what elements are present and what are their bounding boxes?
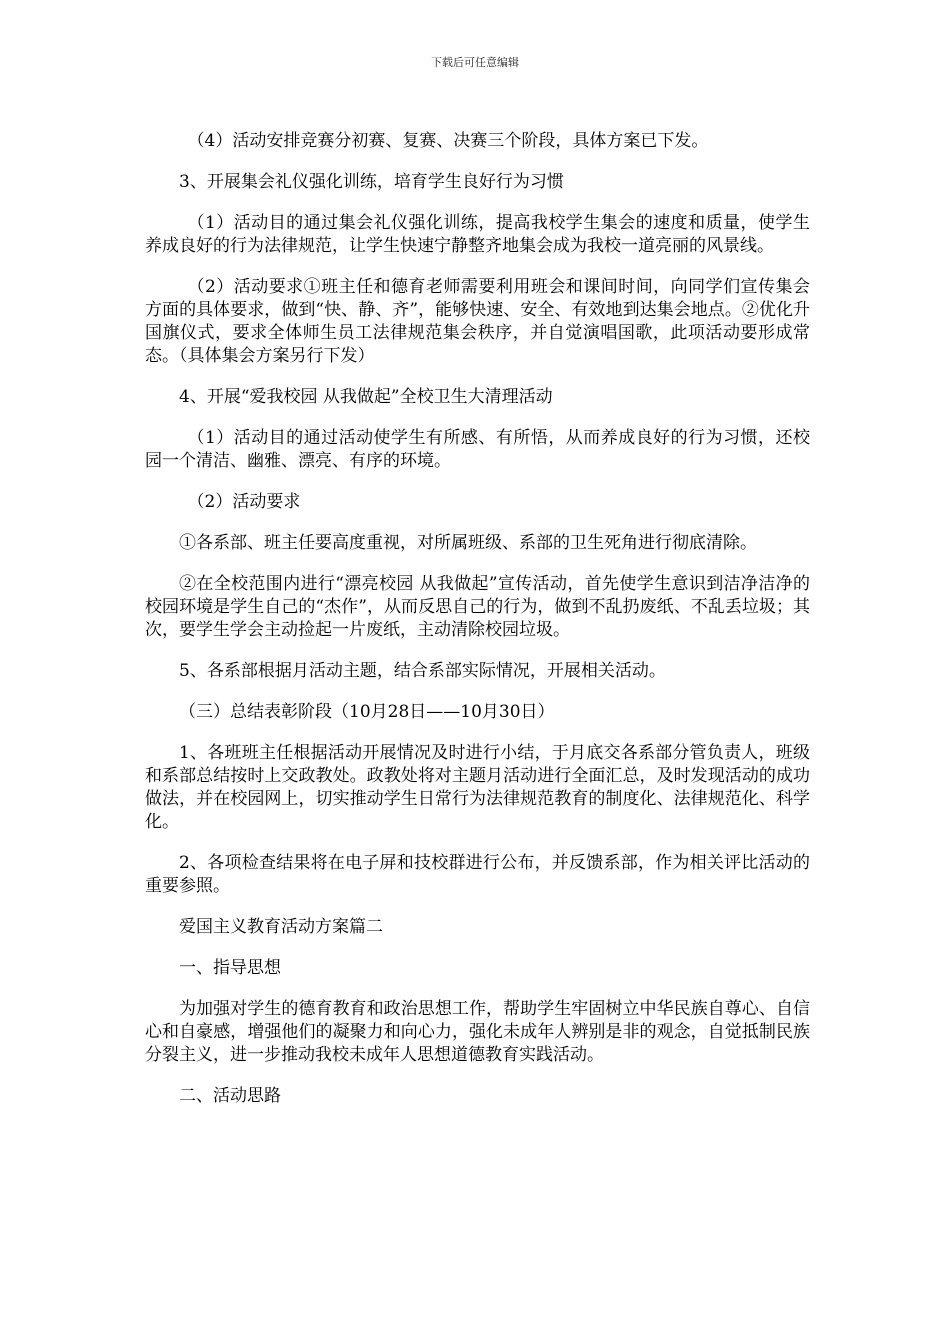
paragraph-cleanup-requirements-title: （2）活动要求 [187, 492, 301, 512]
heading-summary-stage: （三）总结表彰阶段（10月28日——10月30日） [179, 702, 555, 722]
paragraph-cleanup-requirement-1: ①各系部、班主任要高度重视，对所属班级、系部的卫生死角进行彻底清除。 [179, 533, 757, 553]
paragraph-assembly-purpose: （1）活动目的通过集会礼仪强化训练，提高我校学生集会的速度和质量，使学生养成良好的行为法律规范，让学生快速宁静整齐地集会成为我校一道亮丽的风景线。 [145, 213, 810, 256]
heading-campus-cleanup: 4、开展“爱我校园 从我做起”全校卫生大清理活动 [179, 387, 553, 407]
paragraph-summary-2: 2、各项检查结果将在电子屏和技校群进行公布，并反馈系部，作为相关评比活动的重要参照。 [145, 853, 810, 896]
paragraph-summary-1: 1、各班班主任根据活动开展情况及时进行小结，于月底交各系部分管负责人，班级和系部总结按时上交政教处。政教处将对主题月活动进行全面汇总，及时发现活动的成功做法，并在校园网上，切实推动学生日常行为法律规范教育的制度化、法律规范化、科学化。 [145, 743, 810, 832]
heading-assembly-etiquette: 3、开展集会礼仪强化训练，培育学生良好行为习惯 [179, 172, 564, 192]
document-body [145, 130, 810, 1126]
page-header-note: 下载后可任意编辑 [431, 56, 519, 69]
heading-guiding-ideology: 一、指导思想 [179, 958, 281, 978]
paragraph-assembly-requirements: （2）活动要求①班主任和德育老师需要利用班会和课间时间，向同学们宣传集会方面的具体要求，做到“快、静、齐”，能够快速、安全、有效地到达集会地点。②优化升国旗仪式，要求全体师生员工法律规范集会秩序，并自觉演唱国歌，此项活动要形成常态。（具体集会方案另行下发） [145, 277, 810, 366]
heading-plan-two: 爱国主义教育活动方案篇二 [179, 917, 383, 937]
paragraph-cleanup-purpose: （1）活动目的通过活动使学生有所感、有所悟，从而养成良好的行为习惯，还校园一个清洁、幽雅、漂亮、有序的环境。 [145, 428, 810, 471]
paragraph-activity-schedule: （4）活动安排竞赛分初赛、复赛、决赛三个阶段，具体方案已下发。 [187, 131, 709, 151]
paragraph-department-activities: 5、各系部根据月活动主题，结合系部实际情况，开展相关活动。 [179, 661, 666, 681]
paragraph-guiding-ideology: 为加强对学生的德育教育和政治思想工作，帮助学生牢固树立中华民族自尊心、自信心和自豪感，增强他们的凝聚力和向心力，强化未成年人辨别是非的观念，自觉抵制民族分裂主义，进一步推动我校未成年人思想道德教育实践活动。 [145, 999, 810, 1065]
paragraph-cleanup-requirement-2: ②在全校范围内进行“漂亮校园 从我做起”宣传活动，首先使学生意识到洁净洁净的校园环境是学生自己的“杰作”，从而反思自己的行为，做到不乱扔废纸、不乱丢垃圾；其次，要学生学会主动捡起一片废纸，主动清除校园垃圾。 [145, 574, 810, 640]
heading-activity-approach: 二、活动思路 [179, 1086, 281, 1106]
